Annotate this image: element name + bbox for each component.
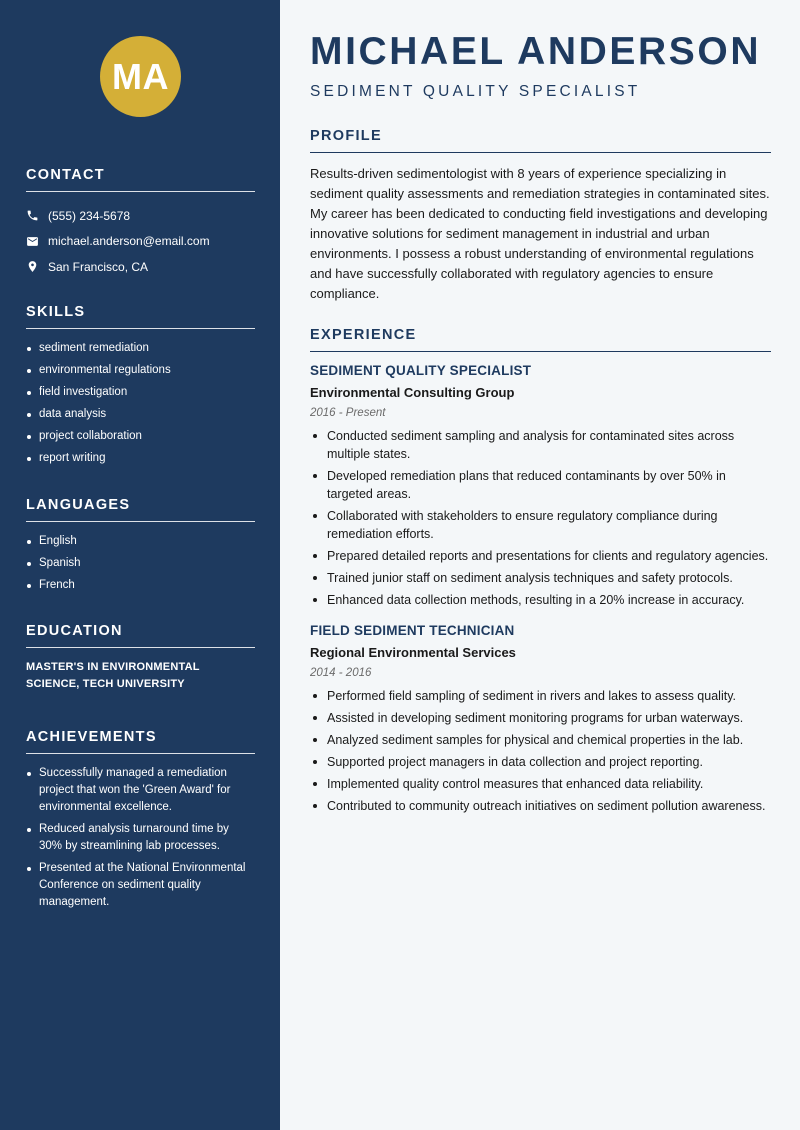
list-item: Implemented quality control measures that enhanced data reliability. [310,775,771,793]
list-item: French [26,577,255,594]
email-icon [26,235,39,248]
languages-list [26,533,255,594]
list-item: Contributed to community outreach initiatives on sediment pollution awareness. [310,797,771,815]
list-item: Collaborated with stakeholders to ensure regulatory compliance during remediation efforts. [310,507,771,543]
job-bullets [310,687,771,815]
profile-section [310,128,771,304]
profile-heading: PROFILE [310,128,771,153]
list-item: environmental regulations [26,362,255,379]
job-bullets [310,427,771,609]
education-section [26,623,255,693]
list-item: data analysis [26,406,255,423]
email-text: michael.anderson@email.com [48,234,210,249]
profile-text: Results-driven sedimentologist with 8 years of experience specializing in sediment quality assessments and remediation strategies in contaminated sites. My career has been dedicated to conducting field investigations and developing innovative solutions for sediment management in industrial and urban environments. I possess a robust understanding of environmental regulations and have successfully collaborated with regulatory agencies to ensure compliance. [310,166,770,301]
list-item: Performed field sampling of sediment in rivers and lakes to assess quality. [310,687,771,705]
list-item: project collaboration [26,428,255,445]
list-item: Developed remediation plans that reduced contaminants by over 50% in targeted areas. [310,467,771,503]
list-item: English [26,533,255,550]
list-item: Spanish [26,555,255,572]
experience-heading: EXPERIENCE [310,327,771,352]
experience-section [310,327,771,829]
skills-heading: SKILLS [26,304,255,329]
job-entry [310,623,771,815]
list-item: report writing [26,450,255,467]
list-item: Reduced analysis turnaround time by 30% by streamlining lab processes. [26,821,255,855]
contact-phone [26,203,255,229]
contact-email [26,229,255,255]
avatar [100,36,181,117]
job-entry [310,363,771,609]
languages-section [26,497,255,599]
job-dates: 2014 - 2016 [310,667,372,679]
job-title: SEDIMENT QUALITY SPECIALIST [310,363,532,378]
achievements-list [26,765,255,911]
phone-icon [26,209,39,222]
list-item: Conducted sediment sampling and analysis for contaminated sites across multiple states. [310,427,771,463]
skills-list [26,340,255,467]
job-title: FIELD SEDIMENT TECHNICIAN [310,623,515,638]
list-item: Presented at the National Environmental Conference on sediment quality management. [26,860,255,911]
job-dates: 2016 - Present [310,407,386,419]
candidate-name: MICHAEL ANDERSON [310,30,762,73]
education-heading: EDUCATION [26,623,255,648]
job-company: Environmental Consulting Group [310,385,515,400]
education-degree: MASTER'S IN ENVIRONMENTAL SCIENCE, TECH UNIVERSITY [26,661,200,690]
job-company: Regional Environmental Services [310,645,516,660]
contact-heading: CONTACT [26,167,255,192]
avatar-initials: MA [112,55,169,97]
languages-heading: LANGUAGES [26,497,255,522]
candidate-title: SEDIMENT QUALITY SPECIALIST [310,83,641,100]
location-pin-icon [26,260,39,273]
sidebar [0,0,280,1130]
phone-text: (555) 234-5678 [48,208,131,223]
list-item: Prepared detailed reports and presentations for clients and regulatory agencies. [310,547,771,565]
list-item: Trained junior staff on sediment analysis techniques and safety protocols. [310,569,771,587]
list-item: Enhanced data collection methods, resulting in a 20% increase in accuracy. [310,591,771,609]
contact-location [26,254,255,280]
skills-section [26,304,255,472]
list-item: Analyzed sediment samples for physical and chemical properties in the lab. [310,731,771,749]
location-text: San Francisco, CA [48,259,149,274]
list-item: Supported project managers in data collection and project reporting. [310,753,771,771]
achievements-section [26,729,255,916]
list-item: field investigation [26,384,255,401]
list-item: sediment remediation [26,340,255,357]
list-item: Assisted in developing sediment monitoring programs for urban waterways. [310,709,771,727]
contact-section [26,167,255,280]
achievements-heading: ACHIEVEMENTS [26,729,255,754]
list-item: Successfully managed a remediation project that won the 'Green Award' for environmental excellence. [26,765,255,816]
